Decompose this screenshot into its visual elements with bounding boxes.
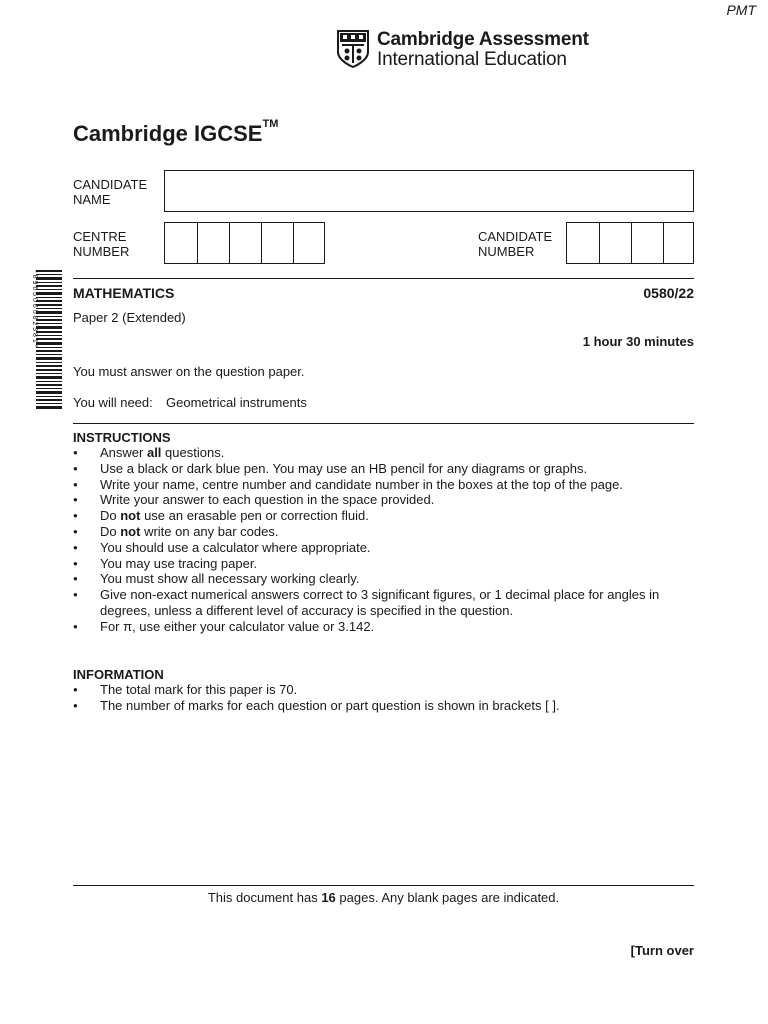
centre-number-label: CENTRE NUMBER bbox=[73, 229, 130, 259]
organisation-logo bbox=[337, 30, 587, 72]
candidate-number-field[interactable] bbox=[566, 222, 694, 264]
instruction-item: ● You should use a calculator where appropriate. bbox=[73, 540, 673, 556]
digit-divider bbox=[229, 223, 230, 263]
instructions-heading: INSTRUCTIONS bbox=[73, 430, 171, 445]
divider bbox=[73, 885, 694, 886]
organisation-name-line2: International Education bbox=[377, 49, 567, 70]
instruction-item: ● Write your name, centre number and candidate number in the boxes at the top of the page. bbox=[73, 477, 673, 493]
digit-divider bbox=[261, 223, 262, 263]
information-item: ● The number of marks for each question or part question is shown in brackets [ ]. bbox=[73, 698, 673, 714]
instruction-item: ● Do not use an erasable pen or correction fluid. bbox=[73, 508, 673, 524]
trademark: TM bbox=[262, 117, 279, 130]
page-count-note: This document has 16 pages. Any blank pages are indicated. bbox=[207, 890, 560, 905]
instruction-item: ● Do not write on any bar codes. bbox=[73, 524, 673, 540]
instruction-item: ● You must show all necessary working clearly. bbox=[73, 571, 673, 587]
paper-title: Paper 2 (Extended) bbox=[73, 310, 186, 325]
qualification-name: Cambridge IGCSE bbox=[73, 121, 263, 146]
subject-title: MATHEMATICS bbox=[73, 285, 175, 301]
need-value: Geometrical instruments bbox=[166, 395, 307, 410]
instruction-item: ● Give non-exact numerical answers correct to 3 significant figures, or 1 decimal place for angles in degrees, unless a different level of accuracy is specified in the question. bbox=[73, 587, 673, 619]
information-list bbox=[73, 682, 673, 714]
candidate-name-field[interactable] bbox=[164, 170, 694, 212]
candidate-name-label: CANDIDATE NAME bbox=[73, 177, 148, 207]
digit-divider bbox=[631, 223, 632, 263]
instruction-item: ● Use a black or dark blue pen. You may use an HB pencil for any diagrams or graphs. bbox=[73, 461, 673, 477]
instruction-item: ● You may use tracing paper. bbox=[73, 556, 673, 572]
divider bbox=[73, 278, 694, 279]
answer-note: You must answer on the question paper. bbox=[73, 364, 305, 379]
candidate-number-label: CANDIDATE NUMBER bbox=[478, 229, 553, 259]
instructions-list bbox=[73, 445, 673, 635]
duration: 1 hour 30 minutes bbox=[582, 334, 694, 349]
need-label: You will need: bbox=[73, 395, 153, 410]
digit-divider bbox=[197, 223, 198, 263]
corner-mark: PMT bbox=[726, 2, 756, 18]
centre-number-field[interactable] bbox=[164, 222, 325, 264]
digit-divider bbox=[663, 223, 664, 263]
information-item: ● The total mark for this paper is 70. bbox=[73, 682, 673, 698]
qualification-title bbox=[73, 117, 279, 147]
information-heading: INFORMATION bbox=[73, 667, 164, 682]
paper-code: 0580/22 bbox=[643, 285, 694, 301]
instruction-item: ● Answer all questions. bbox=[73, 445, 673, 461]
barcode bbox=[28, 270, 62, 410]
instruction-item: ● For π, use either your calculator value or 3.142. bbox=[73, 619, 673, 635]
organisation-name-line1: Cambridge Assessment bbox=[377, 29, 589, 50]
digit-divider bbox=[599, 223, 600, 263]
barcode-number: * 8 9 6 5 0 6 0 8 2 3 8 1 * bbox=[31, 270, 38, 348]
crest-icon bbox=[337, 30, 369, 68]
page-count: 16 bbox=[321, 890, 336, 905]
instruction-item: ● Write your answer to each question in the space provided. bbox=[73, 492, 673, 508]
digit-divider bbox=[293, 223, 294, 263]
divider bbox=[73, 423, 694, 424]
turn-over: [Turn over bbox=[630, 943, 694, 958]
